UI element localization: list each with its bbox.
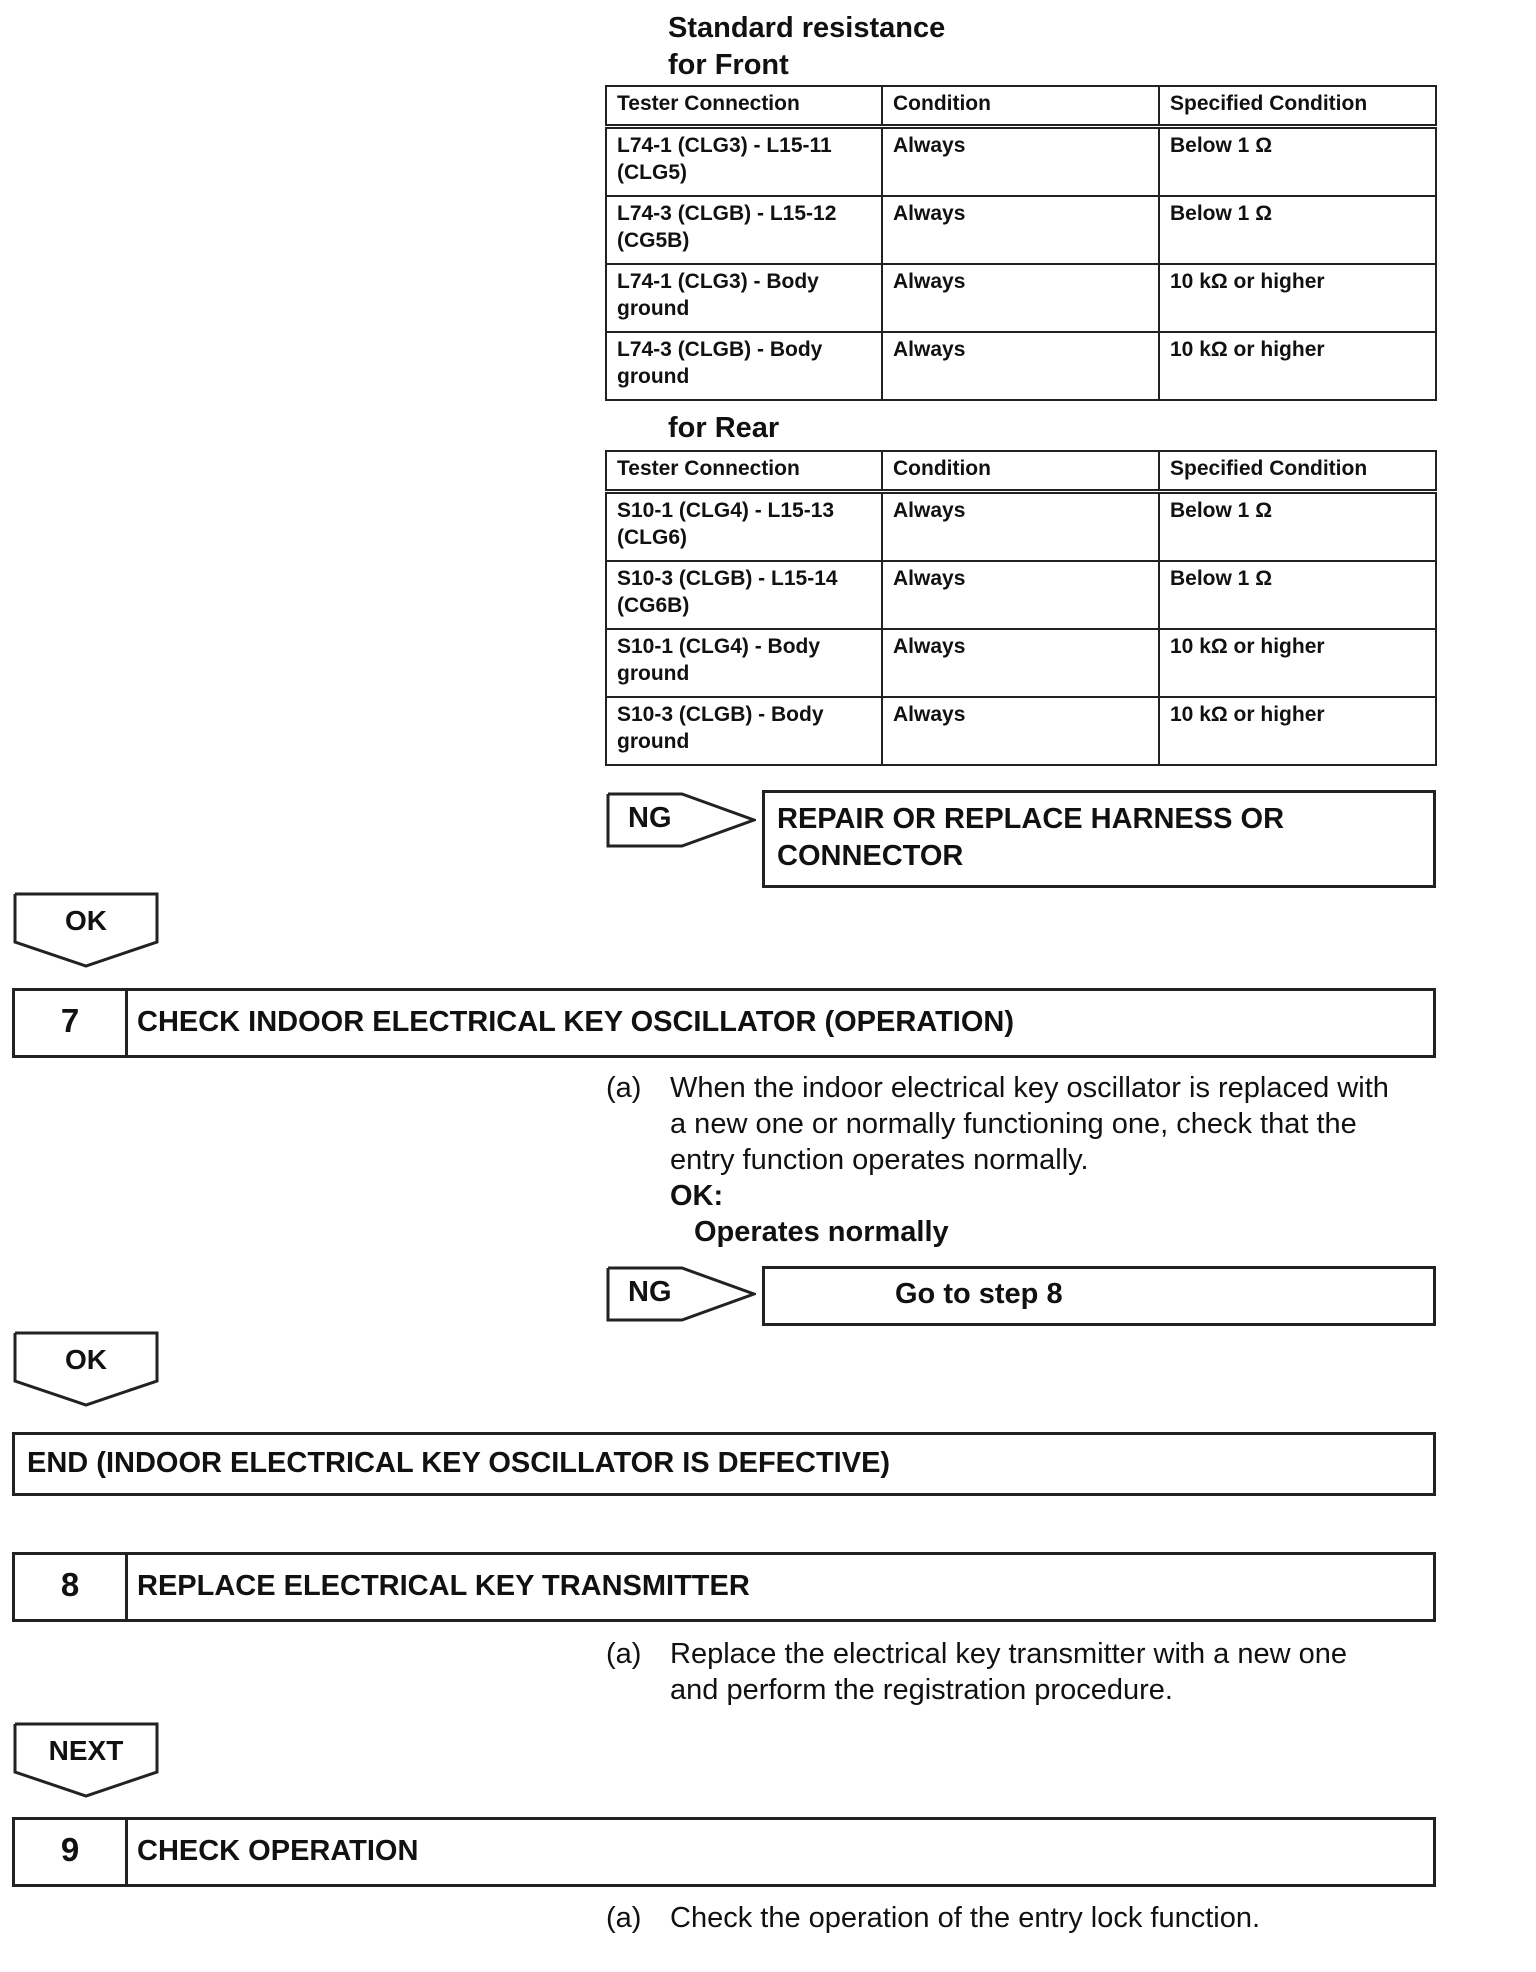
table-cell: L74-1 (CLG3) - L15-11 (CLG5)	[606, 127, 882, 197]
step-number: 7	[15, 991, 128, 1055]
rear-resistance-table	[605, 450, 1437, 766]
table-cell: S10-3 (CLGB) - L15-14 (CG6B)	[606, 561, 882, 629]
table-cell: Always	[882, 127, 1159, 197]
item-label: (a)	[606, 1638, 642, 1670]
table-cell: Below 1 Ω	[1159, 561, 1436, 629]
column-header: Tester Connection	[606, 86, 882, 127]
item-label: (a)	[606, 1072, 642, 1104]
step-title: REPLACE ELECTRICAL KEY TRANSMITTER	[137, 1570, 750, 1602]
front-title	[668, 10, 945, 84]
item-text	[670, 1636, 1347, 1708]
front-title-line2: for Front	[668, 49, 789, 81]
table-cell: L74-1 (CLG3) - Body ground	[606, 264, 882, 332]
table-cell: Always	[882, 629, 1159, 697]
column-header: Tester Connection	[606, 451, 882, 492]
step-title: CHECK OPERATION	[137, 1835, 419, 1867]
table-cell: S10-3 (CLGB) - Body ground	[606, 697, 882, 765]
step-number: 9	[15, 1820, 128, 1884]
next-label: NEXT	[48, 1735, 124, 1766]
column-header: Condition	[882, 86, 1159, 127]
ng-result-line1: REPAIR OR REPLACE HARNESS OR	[777, 803, 1285, 835]
next-branch-tag	[13, 1722, 159, 1798]
ok-criteria-text: Operates normally	[694, 1216, 949, 1248]
table-cell: Always	[882, 697, 1159, 765]
table-header-row	[606, 451, 1436, 492]
step-7-instruction	[606, 1070, 1436, 1260]
table-row	[606, 492, 1436, 562]
table-row	[606, 264, 1436, 332]
table-cell: 10 kΩ or higher	[1159, 697, 1436, 765]
table-cell: Always	[882, 561, 1159, 629]
ok-branch-tag	[13, 1331, 159, 1407]
table-cell: L74-3 (CLGB) - L15-12 (CG5B)	[606, 196, 882, 264]
table-cell: 10 kΩ or higher	[1159, 332, 1436, 400]
goto-step-text: Go to step 8	[895, 1278, 1063, 1310]
table-row	[606, 127, 1436, 197]
table-cell: Always	[882, 332, 1159, 400]
ok-label: OK	[65, 1344, 107, 1375]
ok-branch-tag	[13, 892, 159, 968]
step-8-header	[12, 1552, 1436, 1622]
ng-result-line2: CONNECTOR	[777, 840, 964, 872]
item-line: When the indoor electrical key oscillator is replaced with	[670, 1072, 1389, 1104]
table-cell: 10 kΩ or higher	[1159, 264, 1436, 332]
table-row	[606, 561, 1436, 629]
ng-branch-tag	[606, 1266, 756, 1324]
step-number: 8	[15, 1555, 128, 1619]
ok-label: OK	[65, 905, 107, 936]
table-row	[606, 629, 1436, 697]
item-line: entry function operates normally.	[670, 1144, 1089, 1176]
table-cell: 10 kΩ or higher	[1159, 629, 1436, 697]
item-text	[670, 1900, 1260, 1936]
ng-label: NG	[628, 1276, 672, 1308]
step-title: CHECK INDOOR ELECTRICAL KEY OSCILLATOR (OPERATION)	[137, 1006, 1015, 1038]
column-header: Specified Condition	[1159, 451, 1436, 492]
table-cell: Below 1 Ω	[1159, 492, 1436, 562]
step-7-header	[12, 988, 1436, 1058]
end-result-box	[12, 1432, 1436, 1496]
table-cell: Below 1 Ω	[1159, 196, 1436, 264]
item-line: Replace the electrical key transmitter with a new one	[670, 1638, 1347, 1670]
ng-label: NG	[628, 802, 672, 834]
table-row	[606, 697, 1436, 765]
end-result-text: END (INDOOR ELECTRICAL KEY OSCILLATOR IS DEFECTIVE)	[27, 1447, 891, 1479]
rear-title: for Rear	[668, 412, 780, 444]
table-cell: Below 1 Ω	[1159, 127, 1436, 197]
table-cell: Always	[882, 264, 1159, 332]
step-9-header	[12, 1817, 1436, 1887]
item-line: and perform the registration procedure.	[670, 1674, 1173, 1706]
step-9-instruction	[606, 1900, 1436, 1940]
table-cell: Always	[882, 196, 1159, 264]
table-cell: Always	[882, 492, 1159, 562]
table-cell: S10-1 (CLG4) - L15-13 (CLG6)	[606, 492, 882, 562]
item-text	[670, 1070, 1389, 1250]
column-header: Specified Condition	[1159, 86, 1436, 127]
ng-branch-tag	[606, 792, 756, 850]
front-title-line1: Standard resistance	[668, 12, 946, 44]
column-header: Condition	[882, 451, 1159, 492]
table-row	[606, 332, 1436, 400]
item-line: a new one or normally functioning one, check that the	[670, 1108, 1357, 1140]
table-header-row	[606, 86, 1436, 127]
ng-result-goto	[762, 1266, 1436, 1326]
table-cell: L74-3 (CLGB) - Body ground	[606, 332, 882, 400]
table-row	[606, 196, 1436, 264]
ng-result-repair	[762, 790, 1436, 888]
step-8-instruction	[606, 1636, 1436, 1716]
table-cell: S10-1 (CLG4) - Body ground	[606, 629, 882, 697]
item-line: Check the operation of the entry lock function.	[670, 1902, 1261, 1934]
front-resistance-table	[605, 85, 1437, 401]
ok-criteria-label: OK:	[670, 1180, 724, 1212]
item-label: (a)	[606, 1902, 642, 1934]
